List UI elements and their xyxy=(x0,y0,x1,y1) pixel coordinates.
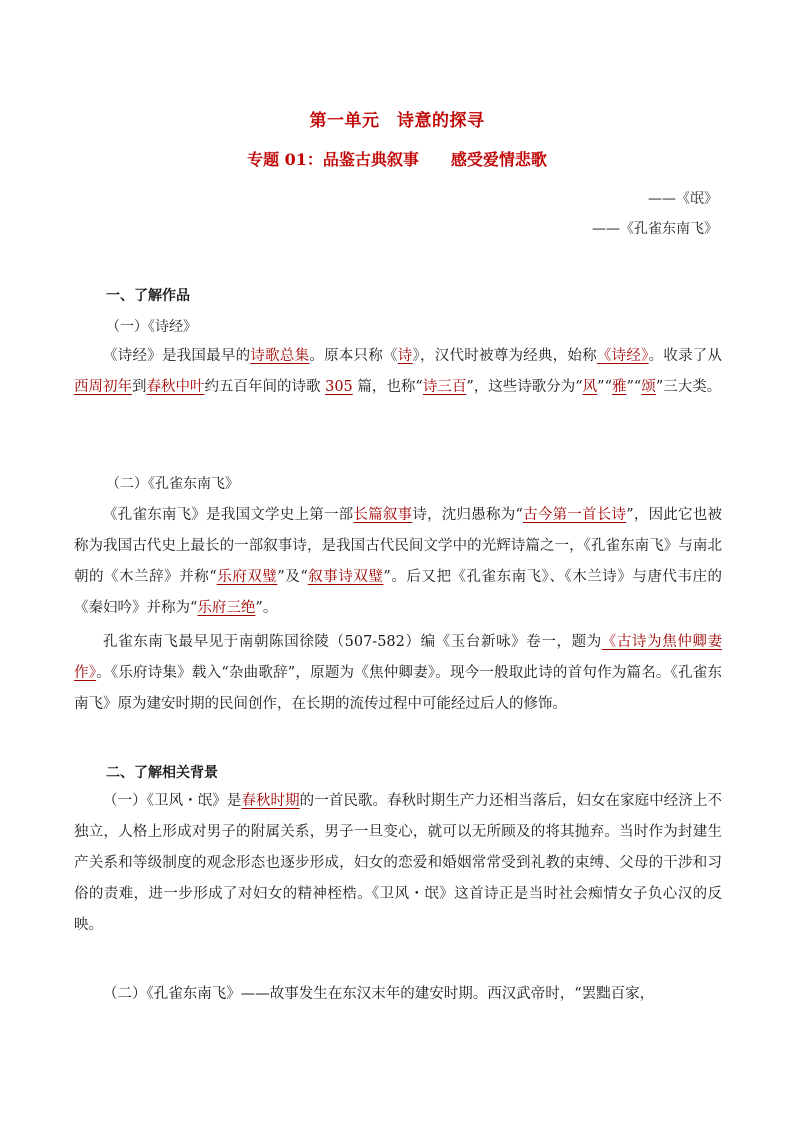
highlighted-term: 《诗经》 xyxy=(596,348,649,364)
highlighted-term: 古今第一首长诗 xyxy=(522,507,627,523)
text-run: （一）《卫风・氓》是 xyxy=(103,793,242,809)
text-run: 到 xyxy=(132,379,147,395)
highlighted-term: 诗 xyxy=(397,348,413,364)
text-run: ”。 xyxy=(255,600,278,616)
highlighted-term: 颂 xyxy=(641,379,656,395)
reference-kongque: ——《孔雀东南飞》 xyxy=(592,221,718,237)
paragraph-background-kongque xyxy=(74,979,722,1010)
highlighted-term: 长篇叙事 xyxy=(353,507,413,523)
text-run: ”，因此它也被称为我国古代史上最长的一部叙事诗，是我国古代民间文学中的光辉诗篇之一，《孔雀东南飞》与南北朝的《木兰辞》并称“ xyxy=(74,507,723,585)
highlighted-term: 春秋中叶 xyxy=(146,379,205,395)
highlighted-term: 乐府三绝 xyxy=(197,600,256,616)
section-heading-background: 二、了解相关背景 xyxy=(106,765,218,781)
subheading-kongque: （二）《孔雀东南飞》 xyxy=(106,476,239,492)
paragraph-kongque-source xyxy=(74,627,722,720)
text-run: 诗，沈归愚称为“ xyxy=(412,507,523,523)
topic-subtitle: 专题 01：品鉴古典叙事 感受爱情悲歌 xyxy=(247,150,547,169)
highlighted-term: 雅 xyxy=(611,379,627,395)
highlighted-term: 305 xyxy=(325,379,353,395)
highlighted-term: 诗三百 xyxy=(422,379,467,395)
paragraph-background-mang xyxy=(74,786,722,941)
text-run: 篇，也称“ xyxy=(352,379,423,395)
highlighted-term: 叙事诗双璧 xyxy=(307,569,384,585)
text-run: 《诗经》是我国最早的 xyxy=(103,348,251,364)
paragraph-shijing xyxy=(74,341,722,403)
highlighted-term: 乐府双璧 xyxy=(216,569,278,585)
text-run: ”。后又把《孔雀东南飞》、《木兰诗》与唐代韦庄的《秦妇吟》并称为“ xyxy=(74,569,723,616)
highlighted-term: 《古诗为焦仲卿妻作》 xyxy=(74,634,723,681)
text-run: （二）《孔雀东南飞》——故事发生在东汉末年的建安时期。西汉武帝时，“罢黜百家， xyxy=(103,986,655,1002)
section-heading-works: 一、了解作品 xyxy=(106,288,190,304)
highlighted-term: 西周初年 xyxy=(74,379,132,395)
text-run: ”“ xyxy=(597,379,612,395)
text-run: 约五百年间的诗歌 xyxy=(204,379,326,395)
text-run: 。原本只称《 xyxy=(309,348,398,364)
highlighted-term: 春秋时期 xyxy=(241,793,300,809)
paragraph-kongque-intro xyxy=(74,500,722,624)
text-run: ”，这些诗歌分为“ xyxy=(466,379,583,395)
text-run: 。收录了从 xyxy=(648,348,723,364)
subheading-shijing: （一）《诗经》 xyxy=(106,319,197,335)
text-run: 。《乐府诗集》载入“杂曲歌辞”，原题为《焦仲卿妻》。现今一般取此诗的首句作为篇名。《孔雀东南飞》原为建安时期的民间创作，在长期的流传过程中可能经过后人的修饰。 xyxy=(74,665,722,712)
text-run: ”三大类。 xyxy=(655,379,722,395)
highlighted-term: 风 xyxy=(582,379,598,395)
text-run: 》，汉代时被尊为经典，始称 xyxy=(412,348,597,364)
text-run: ”及“ xyxy=(277,569,308,585)
text-run: 孔雀东南飞最早见于南朝陈国徐陵（507-582）编《玉台新咏》卷一，题为 xyxy=(103,634,602,650)
highlighted-term: 诗歌总集 xyxy=(250,348,310,364)
text-run: ”“ xyxy=(626,379,642,395)
text-run: 的一首民歌。春秋时期生产力还相当落后，妇女在家庭中经济上不独立，人格上形成对男子的附属关系，男子一旦变心，就可以无所顾及的将其抛弃。当时作为封建生产关系和等级制度的观念形态也逐步形成，妇女的恋爱和婚姻常常受到礼教的束缚、父母的干涉和习俗的责难，进一步形成了对妇女的精神桎梏。《卫风・氓》这首诗正是当时社会痴情女子负心汉的反映。 xyxy=(74,793,723,933)
text-run: 《孔雀东南飞》是我国文学史上第一部 xyxy=(103,507,354,523)
unit-title: 第一单元 诗意的探寻 xyxy=(309,111,485,131)
reference-mang: ——《氓》 xyxy=(648,191,718,207)
